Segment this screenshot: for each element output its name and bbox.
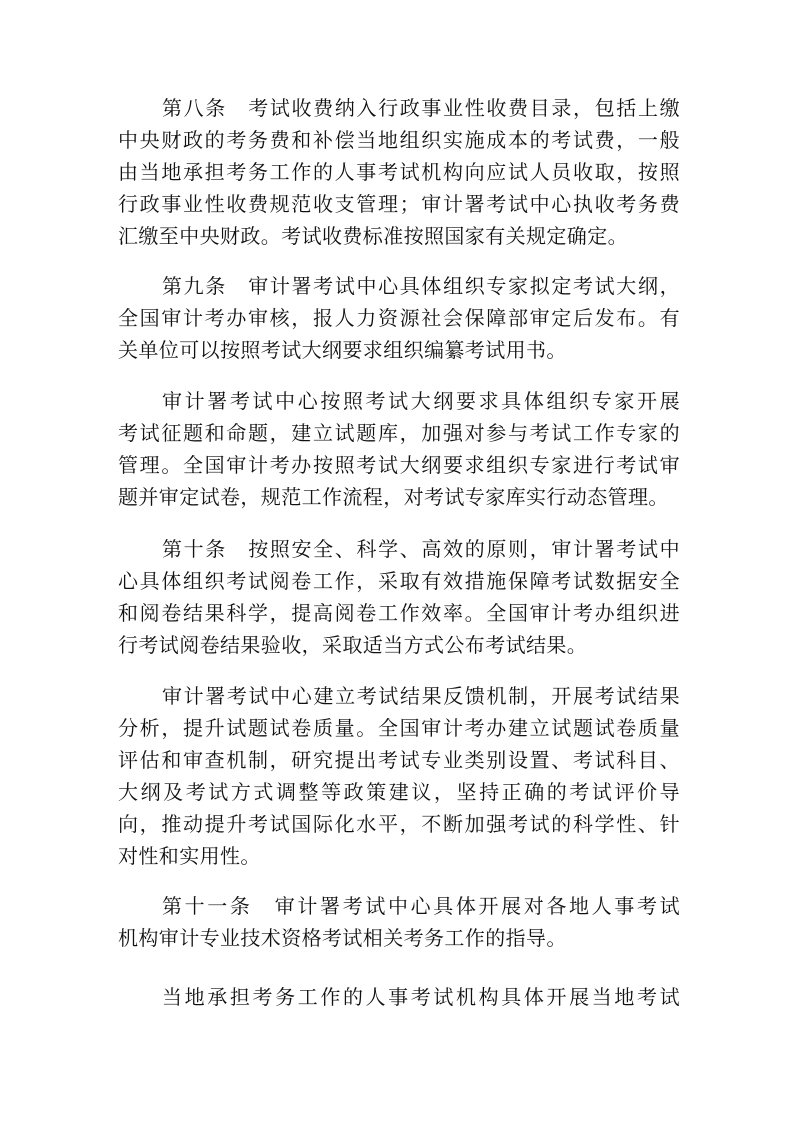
text-line: [118, 890, 680, 922]
text-line: 分析，提升试题试卷质量。全国审计考办建立试题试卷质量: [118, 716, 680, 740]
text-line: 心具体组织考试阅卷工作，采取有效措施保障考试数据安全: [118, 569, 680, 593]
line-text: 考试收费纳入行政事业性收费目录，包括上缴: [246, 96, 681, 120]
article-number: 第八条: [162, 96, 227, 120]
text-line: [118, 270, 680, 302]
paragraph-article-10: [118, 533, 680, 661]
paragraph-exam-design: [118, 385, 680, 513]
text-line: 和阅卷结果科学，提高阅卷工作效率。全国审计考办组织进: [118, 601, 680, 625]
text-line: 行政事业性收费规范收支管理；审计署考试中心执收考务费: [118, 192, 680, 216]
paragraph-article-8: [118, 92, 680, 252]
text-line: 审计署考试中心按照考试大纲要求具体组织专家开展: [162, 389, 680, 413]
line-text: 按照安全、科学、高效的原则，审计署考试中: [246, 537, 681, 561]
article-number: 第十条: [162, 537, 227, 561]
paragraph-article-11: [118, 890, 680, 954]
text-line: 大纲及考试方式调整等政策建议，坚持正确的考试评价导: [118, 780, 680, 804]
text-line: 机构审计专业技术资格考试相关考务工作的指导。: [118, 926, 567, 950]
paragraph-local-exam: [118, 981, 680, 1013]
text-line: 审计署考试中心建立考试结果反馈机制，开展考试结果: [162, 684, 680, 708]
text-line: 中央财政的考务费和补偿当地组织实施成本的考试费，一般: [118, 128, 680, 152]
text-line: 行考试阅卷结果验收，采取适当方式公布考试结果。: [118, 633, 588, 657]
article-number: 第九条: [162, 274, 227, 298]
paragraph-article-9: [118, 270, 680, 366]
line-text: 审计署考试中心具体组织专家拟定考试大纲，: [246, 274, 681, 298]
text-line: 当地承担考务工作的人事考试机构具体开展当地考试: [162, 985, 680, 1009]
text-line: [118, 92, 680, 124]
text-line: 对性和实用性。: [118, 844, 261, 868]
text-line: 管理。全国审计考办按照考试大纲要求组织专家进行考试审: [118, 453, 680, 477]
text-line: 全国审计考办审核，报人力资源社会保障部审定后发布。有: [118, 306, 680, 330]
text-line: 关单位可以按照考试大纲要求组织编纂考试用书。: [118, 338, 567, 362]
paragraph-feedback: [118, 680, 680, 872]
text-line: 评估和审查机制，研究提出考试专业类别设置、考试科目、: [118, 748, 680, 772]
text-line: 题并审定试卷，规范工作流程，对考试专家库实行动态管理。: [118, 485, 669, 509]
text-line: 向，推动提升考试国际化水平，不断加强考试的科学性、针: [118, 812, 680, 836]
text-line: 汇缴至中央财政。考试收费标准按照国家有关规定确定。: [118, 224, 628, 248]
article-number: 第十一条: [162, 894, 253, 918]
text-line: 考试征题和命题，建立试题库，加强对参与考试工作专家的: [118, 421, 680, 445]
line-text: 审计署考试中心具体开展对各地人事考试: [272, 894, 680, 918]
text-line: [118, 533, 680, 565]
text-line: 由当地承担考务工作的人事考试机构向应试人员收取，按照: [118, 160, 680, 184]
